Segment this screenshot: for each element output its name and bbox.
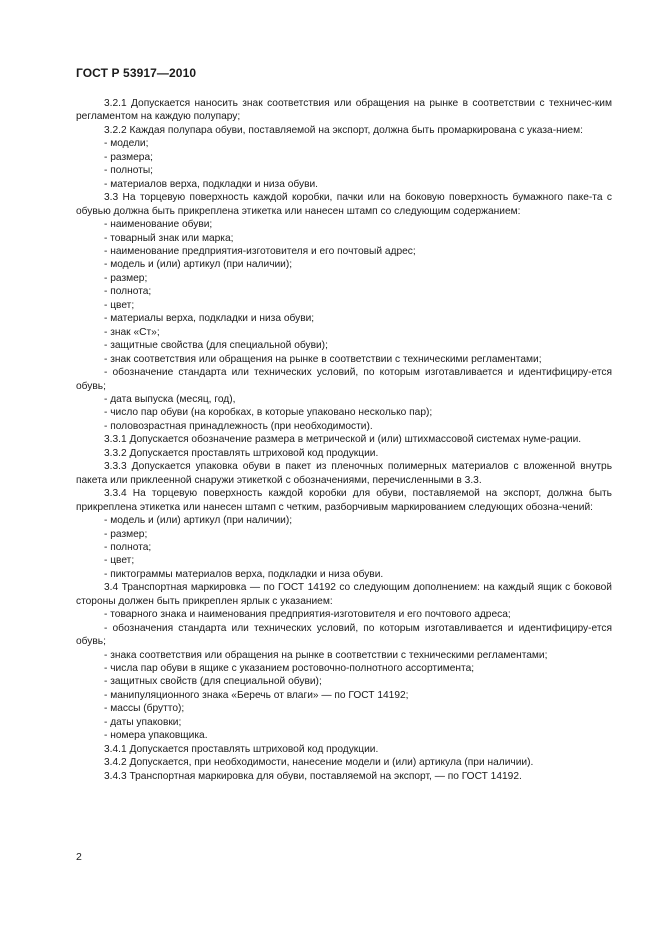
list-item: - номера упаковщика. <box>104 730 208 742</box>
paragraph-3-3-2: 3.3.2 Допускается проставлять штриховой код продукции. <box>104 447 379 459</box>
paragraph-3-3-3: 3.3.3 Допускается упаковка обуви в пакет из пленочных полимерных материалов с вложенной внутрь пакета или приклеенной снаружи этикеткой с обозначениями, перечисленными в 3.3. <box>76 461 612 486</box>
list-item: - защитные свойства (для специальной обуви); <box>104 340 328 352</box>
paragraph-3-3-4: 3.3.4 На торцевую поверхность каждой коробки для обуви, поставляемой на экспорт, должна быть прикреплена этикетка или нанесен штамп с четким, разборчивым маркированием следующих обозна-чений: <box>76 488 612 513</box>
paragraph-3-4-3: 3.4.3 Транспортная маркировка для обуви, поставляемой на экспорт, — по ГОСТ 14192. <box>104 770 522 782</box>
paragraph-3-4-1: 3.4.1 Допускается проставлять штриховой код продукции. <box>104 743 379 755</box>
paragraph-3-4-2: 3.4.2 Допускается, при необходимости, нанесение модели и (или) артикула (при наличии). <box>104 757 534 769</box>
list-item: - материалы верха, подкладки и низа обуви; <box>104 313 315 325</box>
list-item: - знака соответствия или обращения на рынке в соответствии с техническими регламентами; <box>104 649 548 661</box>
list-item: - наименование обуви; <box>104 219 213 231</box>
standard-header: ГОСТ Р 53917—2010 <box>76 66 197 80</box>
list-item-wrapped: - обозначения стандарта или технических условий, по которым изготавливается и идентифициру-ется обувь; <box>76 622 612 648</box>
list-item: - пиктограммы материалов верха, подкладки и низа обуви. <box>104 568 384 580</box>
list-item: - размера; <box>104 151 153 163</box>
list-item: - знак «Ст»; <box>104 326 160 338</box>
list-item: - товарного знака и наименования предприятия-изготовителя и его почтового адреса; <box>104 609 511 621</box>
paragraph-3-2-2: 3.2.2 Каждая полупара обуви, поставляемой на экспорт, должна быть промаркирована с указа-нием: <box>104 124 583 136</box>
list-item: - полноты; <box>104 165 154 177</box>
list-item: - манипуляционного знака «Беречь от влаги» — по ГОСТ 14192; <box>104 689 409 701</box>
paragraph-3-4: 3.4 Транспортная маркировка — по ГОСТ 14192 со следующим дополнением: на каждый ящик с боковой стороны должен быть прикреплен ярлык с указанием: <box>76 582 612 607</box>
list-item: - даты упаковки; <box>104 716 182 728</box>
list-item: - массы (брутто); <box>104 703 185 715</box>
list-item: - половозрастная принадлежность (при необходимости). <box>104 420 373 432</box>
list-item: - модель и (или) артикул (при наличии); <box>104 515 293 527</box>
list-item: - модели; <box>104 138 149 150</box>
list-item: - размер; <box>104 272 148 284</box>
list-item: - модель и (или) артикул (при наличии); <box>104 259 293 271</box>
paragraph-3-2-1: 3.2.1 Допускается наносить знак соответствия или обращения на рынке в соответствии с техничес-ким регламентом на каждую полупару; <box>76 98 612 123</box>
page-number: 2 <box>76 851 82 863</box>
list-item: - цвет; <box>104 555 135 567</box>
list-item: - цвет; <box>104 299 135 311</box>
list-item: - размер; <box>104 528 148 540</box>
list-item: - материалов верха, подкладки и низа обуви. <box>104 178 319 190</box>
list-item: - товарный знак или марка; <box>104 232 234 244</box>
list-item-wrapped: - обозначение стандарта или технических условий, по которым изготавливается и идентифициру-ется обувь; <box>76 367 612 392</box>
list-item: - знак соответствия или обращения на рынке в соответствии с техническими регламентами; <box>104 353 542 365</box>
list-item: - дата выпуска (месяц, год), <box>104 393 236 405</box>
list-item: - полнота; <box>104 286 152 298</box>
list-item: - наименование предприятия-изготовителя и его почтовый адрес; <box>104 245 416 257</box>
paragraph-3-3-1: 3.3.1 Допускается обозначение размера в метрической и (или) штихмассовой системах нуме-рации. <box>104 434 582 446</box>
list-item: - числа пар обуви в ящике с указанием ростовочно-полнотного ассортимента; <box>104 663 475 675</box>
document-body <box>76 97 612 783</box>
list-item: - защитных свойств (для специальной обуви); <box>104 676 322 688</box>
list-item: - полнота; <box>104 541 152 553</box>
list-item: - число пар обуви (на коробках, в которые упаковано несколько пар); <box>104 407 433 419</box>
paragraph-3-3: 3.3 На торцевую поверхность каждой коробки, пачки или на боковую поверхность бумажного паке-та с обувью должна быть прикреплена этикетка или нанесен штамп со следующим содержанием: <box>76 192 612 217</box>
